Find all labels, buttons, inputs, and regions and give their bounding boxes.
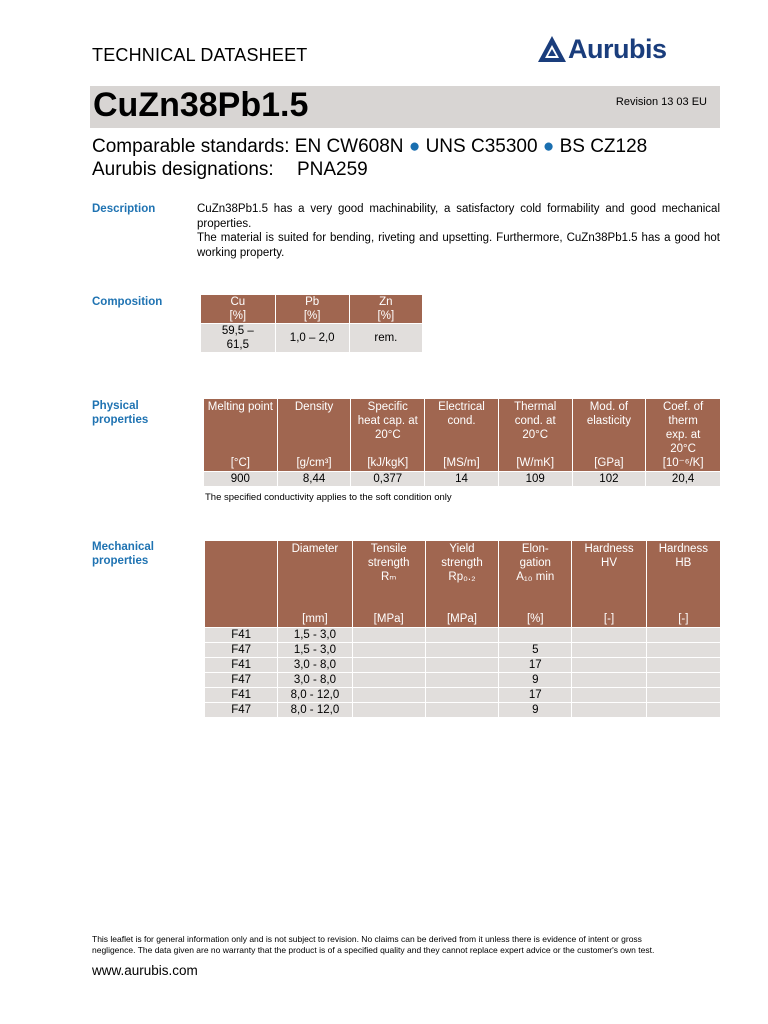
aurubis-triangle-icon (538, 36, 568, 62)
column-header: Tensile strength Rₘ [MPa] (352, 541, 425, 628)
table-cell: 109 (498, 472, 572, 487)
table-cell (646, 628, 720, 643)
table-cell (572, 628, 646, 643)
table-cell (425, 688, 498, 703)
physical-heading: Physical properties (92, 400, 149, 426)
table-cell (572, 688, 646, 703)
table-cell: 59,5 – 61,5 (201, 324, 276, 353)
title-band (90, 86, 720, 128)
standard-item: UNS C35300 (425, 136, 538, 157)
conductivity-note: The specified conductivity applies to the soft condition only (205, 492, 452, 503)
description-para: The material is suited for bending, riveting and upsetting. Furthermore, CuZn38Pb1.5 has a good hot working property. (197, 232, 720, 259)
column-header: Specific heat cap. at 20°C [kJ/kgK] (351, 399, 425, 472)
bullet-icon: ● (408, 136, 421, 157)
mechanical-properties-table (204, 540, 721, 718)
column-header: Diameter [mm] (278, 541, 352, 628)
designation-value: PNA259 (296, 159, 368, 180)
table-cell (646, 688, 720, 703)
table-row (204, 472, 721, 487)
table-cell: F47 (205, 643, 278, 658)
column-header: Density [g/cm³] (277, 399, 351, 472)
table-row (205, 628, 721, 643)
table-row (205, 688, 721, 703)
column-header: Cu [%] (201, 295, 276, 324)
alloy-title: CuZn38Pb1.5 (93, 86, 309, 124)
table-cell: 1,5 - 3,0 (278, 643, 352, 658)
doc-type-heading: TECHNICAL DATASHEET (92, 45, 308, 65)
table-cell: 3,0 - 8,0 (278, 673, 352, 688)
table-cell: 8,0 - 12,0 (278, 688, 352, 703)
table-cell: F41 (205, 658, 278, 673)
column-header: Melting point [°C] (204, 399, 278, 472)
table-row (205, 703, 721, 718)
table-row (205, 673, 721, 688)
table-cell: 14 (425, 472, 499, 487)
table-cell: F47 (205, 703, 278, 718)
column-header: Yield strength Rp₀.₂ [MPa] (425, 541, 498, 628)
aurubis-designations (92, 159, 368, 181)
table-cell: rem. (349, 324, 422, 353)
table-row (205, 643, 721, 658)
table-cell (646, 673, 720, 688)
table-cell: 3,0 - 8,0 (278, 658, 352, 673)
table-cell: 102 (572, 472, 646, 487)
table-cell (425, 628, 498, 643)
designation-label: Aurubis designations: (92, 159, 274, 180)
table-cell: 20,4 (646, 472, 721, 487)
table-cell (352, 688, 425, 703)
table-cell: 8,0 - 12,0 (278, 703, 352, 718)
table-cell: 17 (499, 658, 572, 673)
column-header: Thermal cond. at 20°C [W/mK] (498, 399, 572, 472)
aurubis-logo (538, 36, 716, 66)
table-cell: 1,5 - 3,0 (278, 628, 352, 643)
column-header: Coef. of therm exp. at 20°C [10⁻⁶/K] (646, 399, 721, 472)
table-cell (352, 673, 425, 688)
column-header (205, 541, 278, 628)
physical-properties-table (203, 398, 721, 487)
table-cell (646, 703, 720, 718)
table-cell (572, 703, 646, 718)
table-cell (572, 673, 646, 688)
column-header: Electrical cond. [MS/m] (425, 399, 499, 472)
comparable-standards (92, 136, 647, 158)
standards-label: Comparable standards: (92, 136, 290, 157)
table-cell: 5 (499, 643, 572, 658)
table-cell: 17 (499, 688, 572, 703)
table-row (201, 324, 423, 353)
mechanical-heading: Mechanical properties (92, 541, 154, 567)
table-cell: 0,377 (351, 472, 425, 487)
composition-heading: Composition (92, 296, 163, 308)
website-link[interactable]: www.aurubis.com (92, 963, 198, 978)
table-cell (425, 643, 498, 658)
bullet-icon: ● (542, 136, 555, 157)
column-header: Hardness HV [-] (572, 541, 646, 628)
column-header: Mod. of elasticity [GPa] (572, 399, 646, 472)
table-cell (646, 658, 720, 673)
table-cell (425, 673, 498, 688)
column-header: Zn [%] (349, 295, 422, 324)
table-cell (352, 703, 425, 718)
table-cell: F41 (205, 688, 278, 703)
table-cell (572, 643, 646, 658)
logo-wordmark: Aurubis (568, 34, 667, 64)
table-cell (499, 628, 572, 643)
disclaimer: This leaflet is for general information only and is not subject to revision. No claims can be derived from it unless there is evidence of intent or gross negligence. The data given are no warranty that the product is of a specified quality and they cannot replace expert advice or the customer's own test. (92, 934, 655, 955)
column-header: Hardness HB [-] (646, 541, 720, 628)
table-cell (646, 643, 720, 658)
table-cell (352, 658, 425, 673)
table-cell: 9 (499, 703, 572, 718)
table-cell: 900 (204, 472, 278, 487)
table-cell: F47 (205, 673, 278, 688)
table-cell (425, 658, 498, 673)
description-para: CuZn38Pb1.5 has a very good machinability, a satisfactory cold formability and good mechanical properties. (197, 203, 720, 230)
description-heading: Description (92, 203, 156, 215)
table-cell (425, 703, 498, 718)
table-cell (572, 658, 646, 673)
standard-item: EN CW608N (294, 136, 404, 157)
table-cell (352, 628, 425, 643)
table-cell (352, 643, 425, 658)
description-text (197, 202, 720, 260)
table-row (205, 658, 721, 673)
table-cell: 8,44 (277, 472, 351, 487)
composition-table (200, 294, 423, 353)
table-cell: 1,0 – 2,0 (275, 324, 349, 353)
revision-label: Revision 13 03 EU (615, 96, 707, 108)
column-header: Pb [%] (275, 295, 349, 324)
table-cell: 9 (499, 673, 572, 688)
column-header: Elon-gation A₁₀ min [%] (499, 541, 572, 628)
table-cell: F41 (205, 628, 278, 643)
standard-item: BS CZ128 (559, 136, 648, 157)
